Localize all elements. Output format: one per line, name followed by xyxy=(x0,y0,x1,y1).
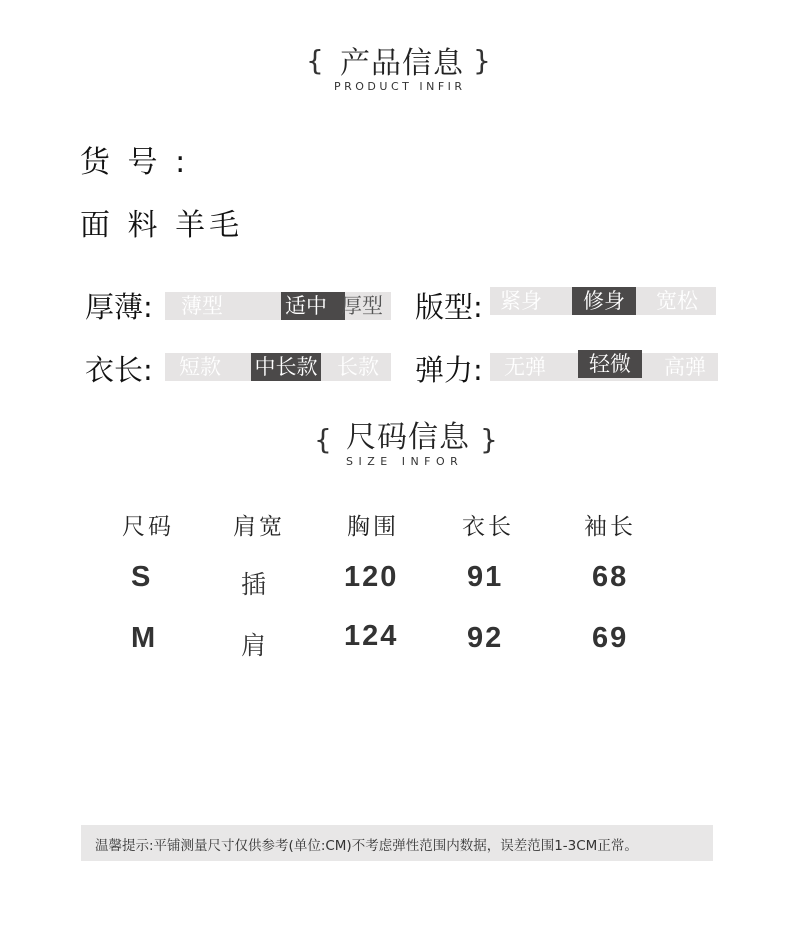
option-loose: 宽松 xyxy=(656,289,698,313)
header-shoulder: 肩宽 xyxy=(233,514,285,540)
cell-sleeve: 69 xyxy=(592,622,629,654)
cell-shoulder: 肩 xyxy=(241,631,269,660)
elasticity-label: 弹力: xyxy=(415,353,483,387)
option-medium-selected: 适中 xyxy=(281,292,345,320)
measurement-note xyxy=(81,825,713,861)
cell-chest: 120 xyxy=(344,561,399,593)
cell-shoulder: 插 xyxy=(241,570,269,599)
right-brace: } xyxy=(473,44,491,77)
option-thick: 厚型 xyxy=(341,294,383,318)
product-info-title: 产品信息 xyxy=(340,46,464,81)
item-number-label: 货 号 : xyxy=(80,145,190,180)
thickness-label: 厚薄: xyxy=(85,290,153,324)
length-options xyxy=(165,353,391,381)
option-high: 高弹 xyxy=(664,355,706,379)
left-brace: { xyxy=(306,44,324,77)
header-size: 尺码 xyxy=(122,514,174,540)
option-tight: 紧身 xyxy=(500,289,542,313)
product-info-subtitle: PRODUCT INFIR xyxy=(334,80,466,93)
right-brace: } xyxy=(480,423,498,456)
option-thin: 薄型 xyxy=(181,294,223,318)
size-info-title: 尺码信息 xyxy=(346,420,470,455)
cell-length: 91 xyxy=(467,561,504,593)
option-slim-selected: 修身 xyxy=(572,287,636,315)
cell-length: 92 xyxy=(467,622,504,654)
option-slight-selected: 轻微 xyxy=(578,350,642,378)
cell-size: M xyxy=(131,622,158,654)
header-length: 衣长 xyxy=(462,514,514,540)
cell-sleeve: 68 xyxy=(592,561,629,593)
cell-chest: 124 xyxy=(344,620,399,652)
fabric-line: 面 料 羊毛 xyxy=(80,208,244,243)
thickness-options xyxy=(165,292,391,320)
fit-options xyxy=(490,287,716,315)
note-text: 温馨提示:平铺测量尺寸仅供参考(单位:CM)不考虑弹性范围内数据，误差范围1-3CM正常。 xyxy=(95,838,638,854)
header-sleeve: 袖长 xyxy=(584,514,636,540)
option-long: 长款 xyxy=(337,355,379,379)
option-none: 无弹 xyxy=(504,355,546,379)
fit-label: 版型: xyxy=(415,290,483,324)
header-chest: 胸围 xyxy=(347,514,399,540)
option-short: 短款 xyxy=(179,355,221,379)
elasticity-options xyxy=(490,353,718,381)
length-label: 衣长: xyxy=(85,353,153,387)
cell-size: S xyxy=(131,561,153,593)
size-info-subtitle: SIZE INFOR xyxy=(346,455,464,468)
left-brace: { xyxy=(314,423,332,456)
option-midlength-selected: 中长款 xyxy=(251,353,321,381)
